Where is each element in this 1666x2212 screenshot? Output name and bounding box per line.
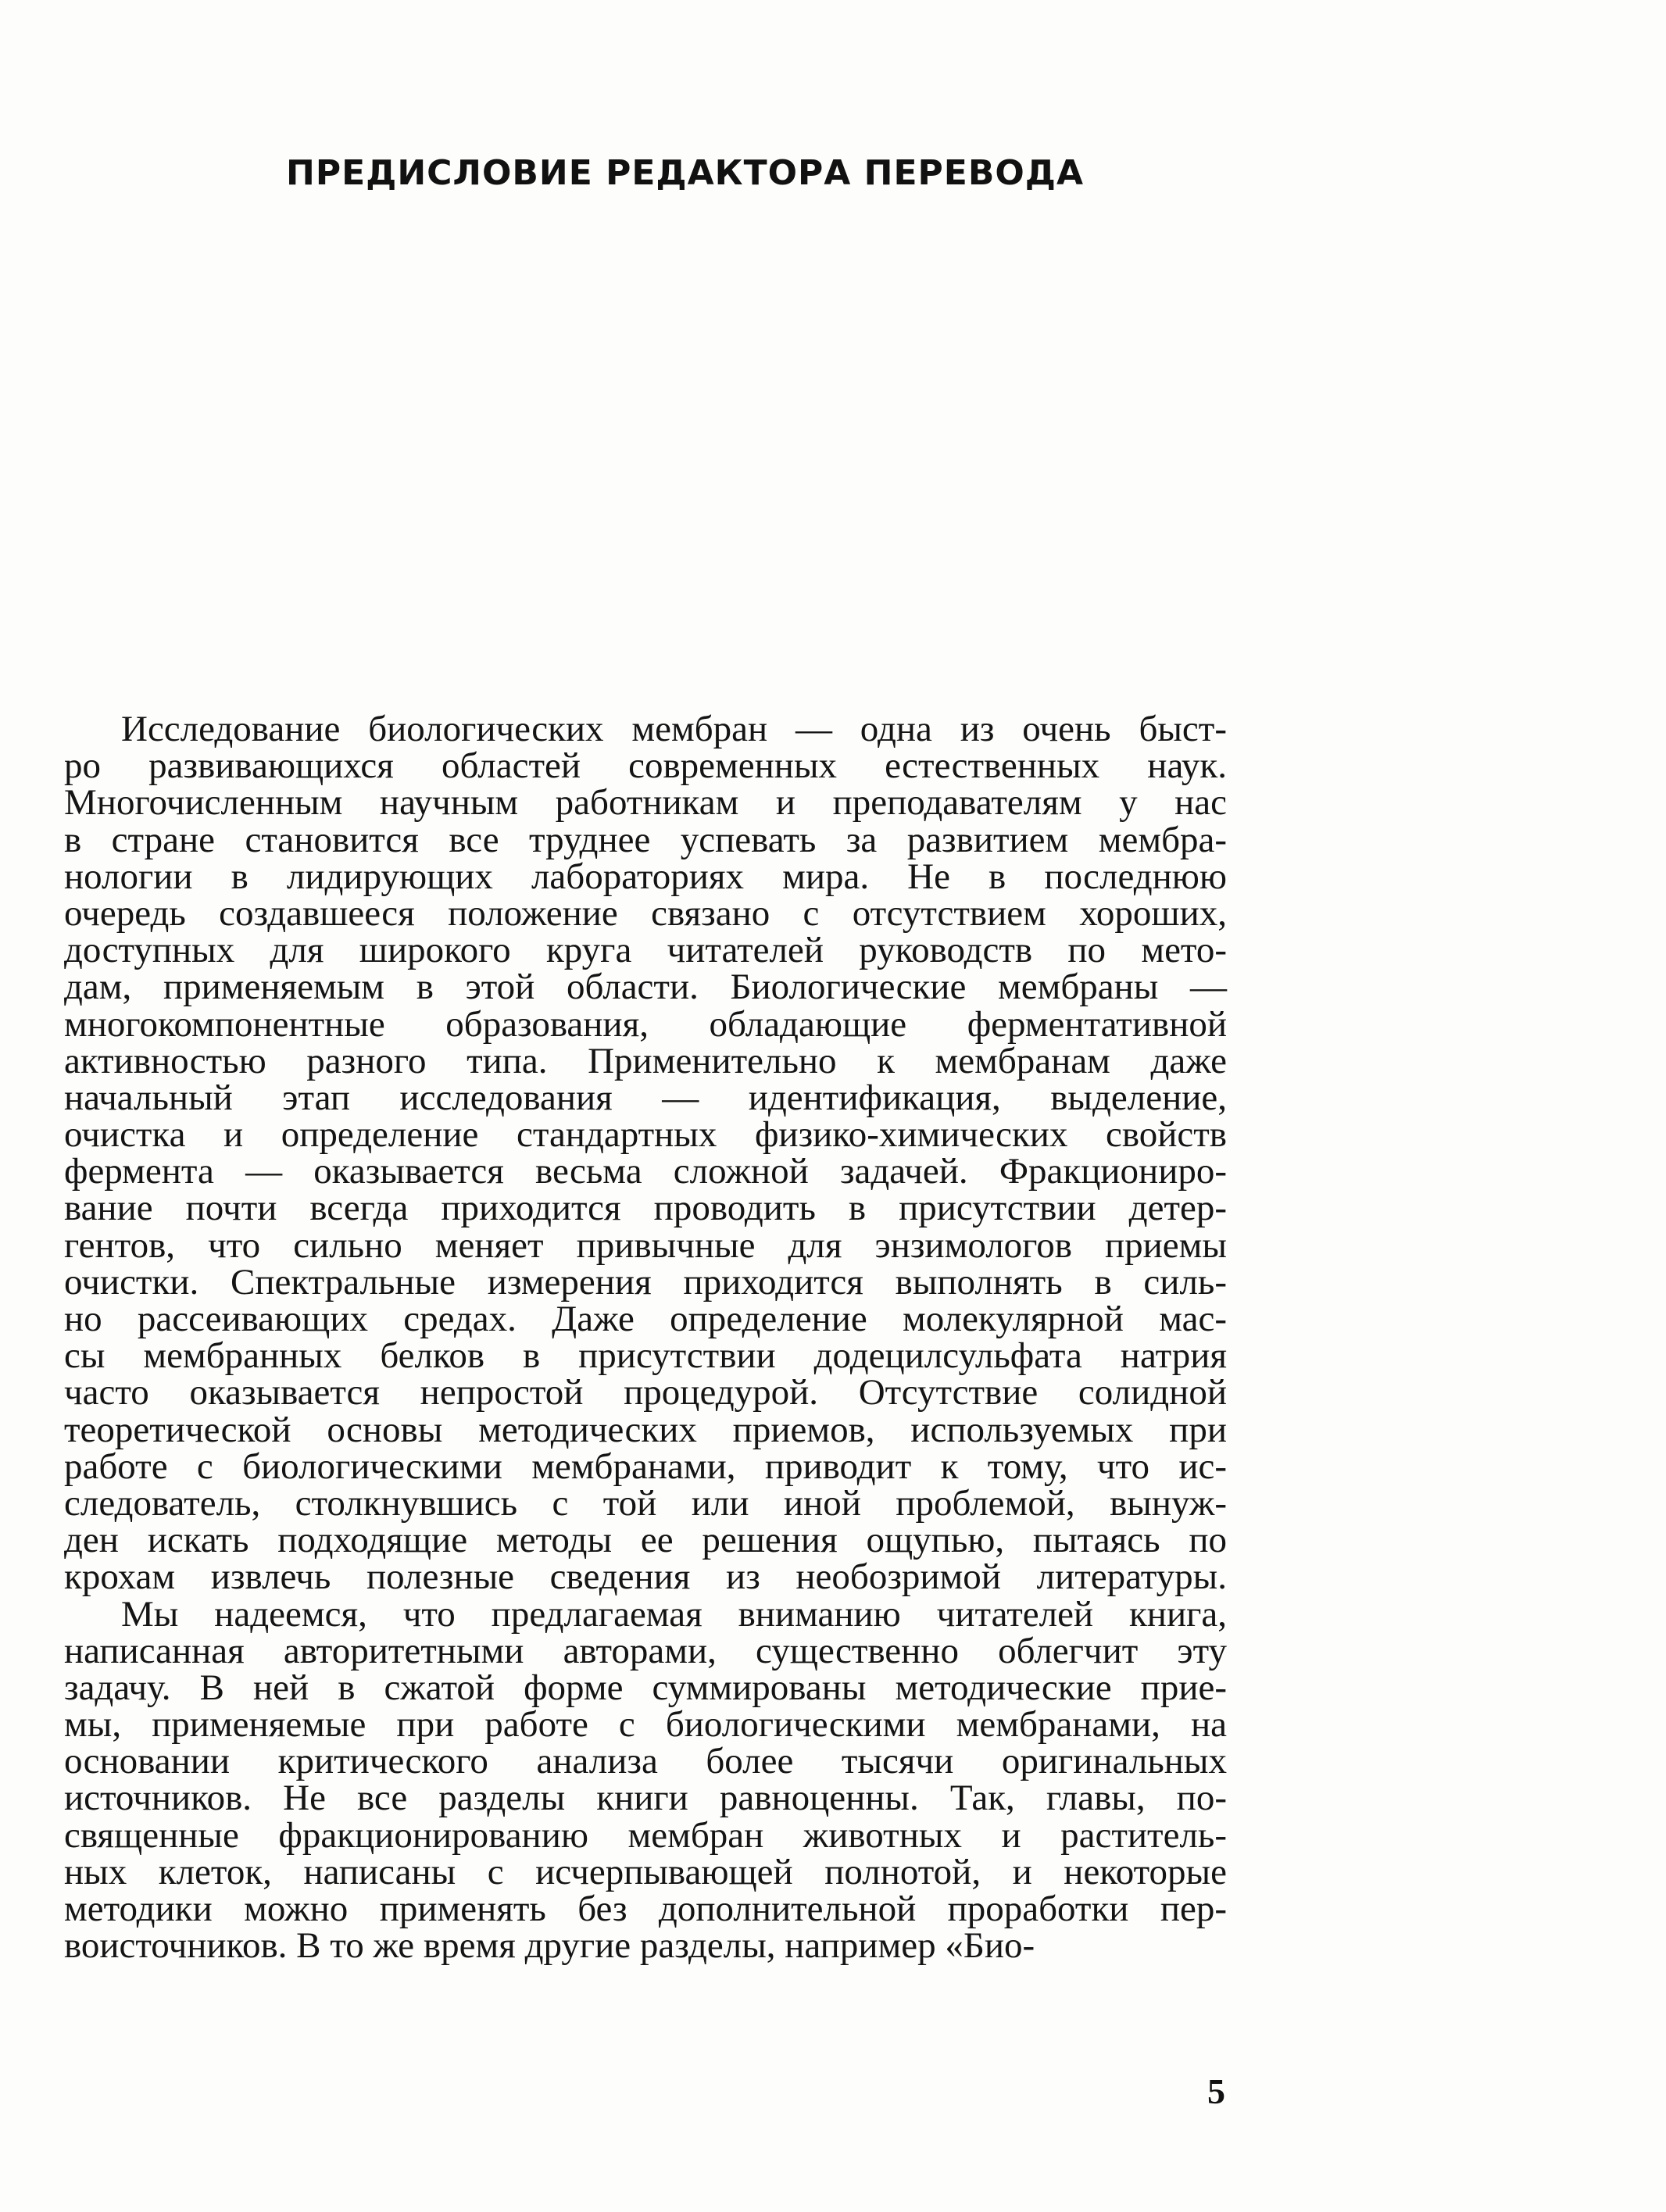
text-line: очистки. Спектральные измерения приходится выполнять в силь-	[64, 1261, 1227, 1303]
text-line: активностью разного типа. Применительно к мембранам даже	[64, 1040, 1227, 1081]
body-text	[64, 709, 1227, 1967]
text-line: теоретической основы методических приемов, используемых при	[64, 1409, 1227, 1450]
text-line: основании критического анализа более тысячи оригинальных	[64, 1741, 1227, 1782]
text-line: дам, применяемым в этой области. Биологические мембраны —	[64, 967, 1227, 1008]
text-line: сы мембранных белков в присутствии додецилсульфата натрия	[64, 1335, 1227, 1377]
text-line: доступных для широкого круга читателей руководств по мето-	[64, 930, 1227, 971]
text-line: начальный этап исследования — идентификация, выделение,	[64, 1077, 1227, 1118]
text-line: ро развивающихся областей современных естественных наук.	[64, 745, 1227, 787]
text-line: нологии в лидирующих лабораториях мира. Не в последнюю	[64, 856, 1227, 897]
paragraph-2	[64, 1593, 1227, 1967]
text-line: мы, применяемые при работе с биологическими мембранами, на	[64, 1704, 1227, 1746]
text-line: фермента — оказывается весьма сложной задачей. Фракциониро-	[64, 1151, 1227, 1192]
text-line: Мы надеемся, что предлагаемая вниманию читателей книга,	[121, 1593, 1227, 1635]
text-line: воисточников. В то же время другие разделы, например «Био-	[64, 1925, 1035, 1967]
text-line: многокомпонентные образования, обладающие ферментативной	[64, 1003, 1227, 1045]
page-title: ПРЕДИСЛОВИЕ РЕДАКТОРА ПЕРЕВОДА	[286, 153, 1085, 193]
text-line: очередь создавшееся положение связано с отсутствием хороших,	[64, 892, 1227, 934]
text-line: источников. Не все разделы книги равноценны. Так, главы, по-	[64, 1778, 1227, 1819]
text-line: ден искать подходящие методы ее решения ощупью, пытаясь по	[64, 1520, 1227, 1561]
text-line: священные фракционированию мембран животных и раститель-	[64, 1814, 1227, 1856]
text-line: очистка и определение стандартных физико-химических свойств	[64, 1114, 1227, 1156]
text-line: написанная авторитетными авторами, существенно облегчит эту	[64, 1630, 1227, 1671]
page-number: 5	[1207, 2071, 1225, 2111]
text-line: крохам извлечь полезные сведения из необозримой литературы.	[64, 1556, 1227, 1598]
text-line: задачу. В ней в сжатой форме суммированы методические прие-	[64, 1667, 1227, 1708]
text-line: методики можно применять без дополнительной проработки пер-	[64, 1889, 1227, 1929]
text-line: Исследование биологических мембран — одна из очень быст-	[121, 709, 1227, 749]
text-line: в стране становится все труднее успевать за развитием мембра-	[64, 819, 1227, 860]
text-line: часто оказывается непростой процедурой. Отсутствие солидной	[64, 1372, 1227, 1413]
text-line: ных клеток, написаны с исчерпывающей полнотой, и некоторые	[64, 1851, 1227, 1892]
text-line: но рассеивающих средах. Даже определение молекулярной мас-	[64, 1299, 1227, 1339]
text-line: Многочисленным научным работникам и преподавателям у нас	[64, 782, 1227, 824]
text-line: работе с биологическими мембранами, приводит к тому, что ис-	[64, 1445, 1227, 1487]
text-line: гентов, что сильно меняет привычные для энзимологов приемы	[64, 1224, 1227, 1266]
text-line: вание почти всегда приходится проводить в присутствии детер-	[64, 1188, 1227, 1229]
text-line: следователь, столкнувшись с той или иной проблемой, вынуж-	[64, 1482, 1227, 1524]
paragraph-1	[64, 711, 1227, 1596]
